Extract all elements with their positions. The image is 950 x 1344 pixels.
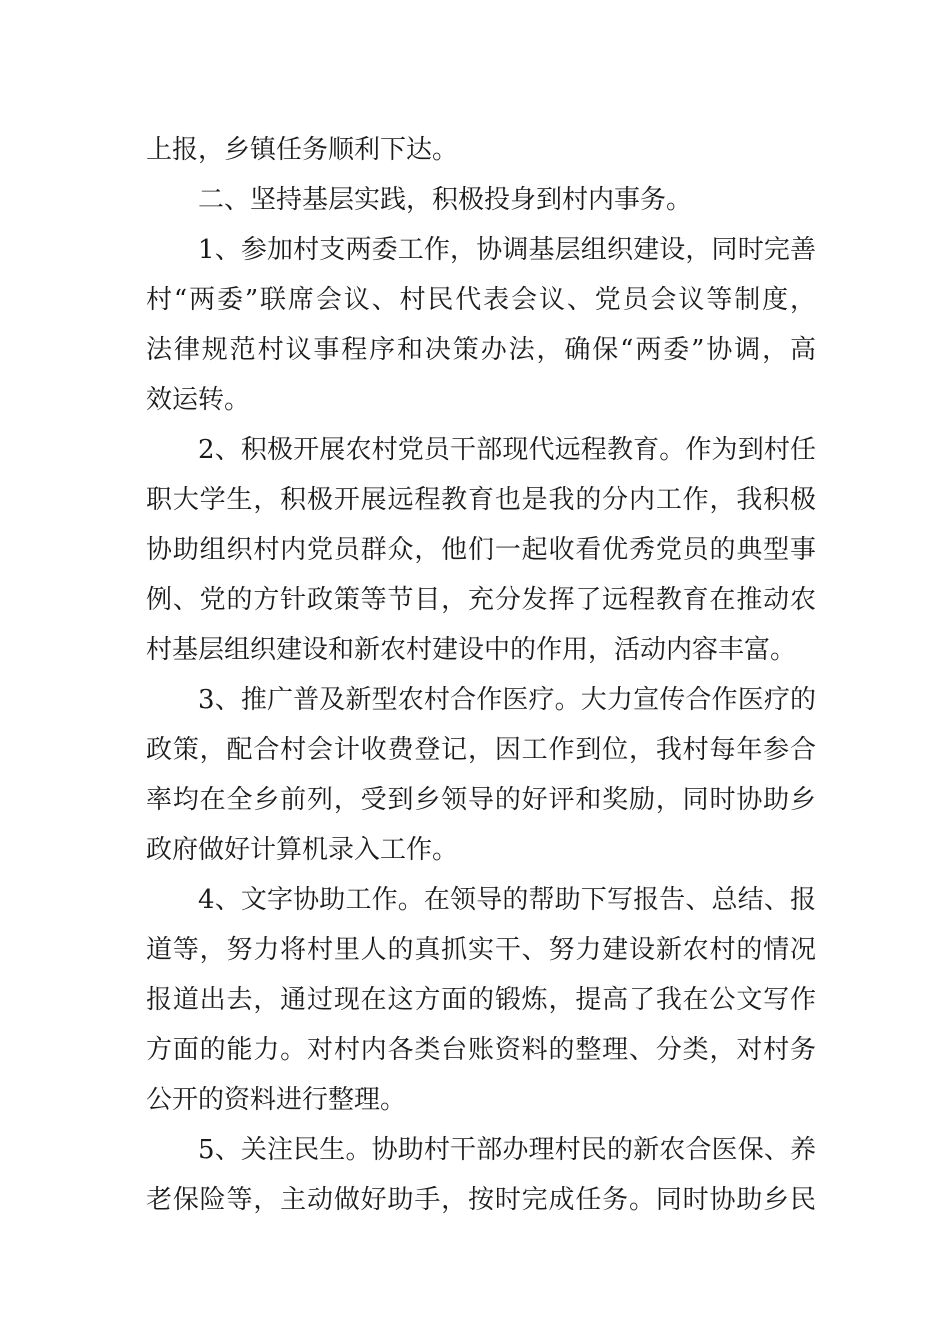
paragraph-2-line-1: 2、积极开展农村党员干部现代远程教育。作为到村任: [198, 435, 816, 465]
paragraph-4-line-3: 报道出去，通过现在这方面的锻炼，提高了我在公文写作: [146, 985, 816, 1015]
paragraph-4-line-4: 方面的能力。对村内各类台账资料的整理、分类，对村务: [146, 1035, 816, 1065]
paragraph-4-line-1: 4、文字协助工作。在领导的帮助下写报告、总结、报: [198, 885, 816, 915]
paragraph-2-line-4: 例、党的方针政策等节目，充分发挥了远程教育在推动农: [146, 585, 816, 615]
paragraph-1-line-1: 1、参加村支两委工作，协调基层组织建设，同时完善: [198, 235, 816, 265]
paragraph-3-line-2: 政策，配合村会计收费登记，因工作到位，我村每年参合: [146, 735, 816, 765]
paragraph-3-line-4: 政府做好计算机录入工作。: [146, 835, 459, 865]
paragraph-5-line-2: 老保险等，主动做好助手，按时完成任务。同时协助乡民: [146, 1185, 816, 1215]
paragraph-1-line-3: 法律规范村议事程序和决策办法，确保“两委”协调，高: [146, 335, 816, 365]
paragraph-1-line-4: 效运转。: [146, 385, 251, 415]
paragraph-3-line-1: 3、推广普及新型农村合作医疗。大力宣传合作医疗的: [198, 685, 816, 715]
paragraph-2-line-3: 协助组织村内党员群众，他们一起收看优秀党员的典型事: [146, 535, 816, 565]
paragraph-5-line-1: 5、关注民生。协助村干部办理村民的新农合医保、养: [198, 1135, 816, 1165]
paragraph-1-line-2: 村“两委”联席会议、村民代表会议、党员会议等制度，: [146, 285, 816, 315]
section-heading-2: 二、坚持基层实践，积极投身到村内事务。: [198, 185, 693, 215]
paragraph-2-line-5: 村基层组织建设和新农村建设中的作用，活动内容丰富。: [146, 635, 797, 665]
paragraph-4-line-5: 公开的资料进行整理。: [146, 1085, 407, 1115]
text-line-1: 上报，乡镇任务顺利下达。: [146, 135, 459, 165]
paragraph-4-line-2: 道等，努力将村里人的真抓实干、努力建设新农村的情况: [146, 935, 816, 965]
paragraph-3-line-3: 率均在全乡前列，受到乡领导的好评和奖励，同时协助乡: [146, 785, 816, 815]
paragraph-2-line-2: 职大学生，积极开展远程教育也是我的分内工作，我积极: [146, 485, 816, 515]
